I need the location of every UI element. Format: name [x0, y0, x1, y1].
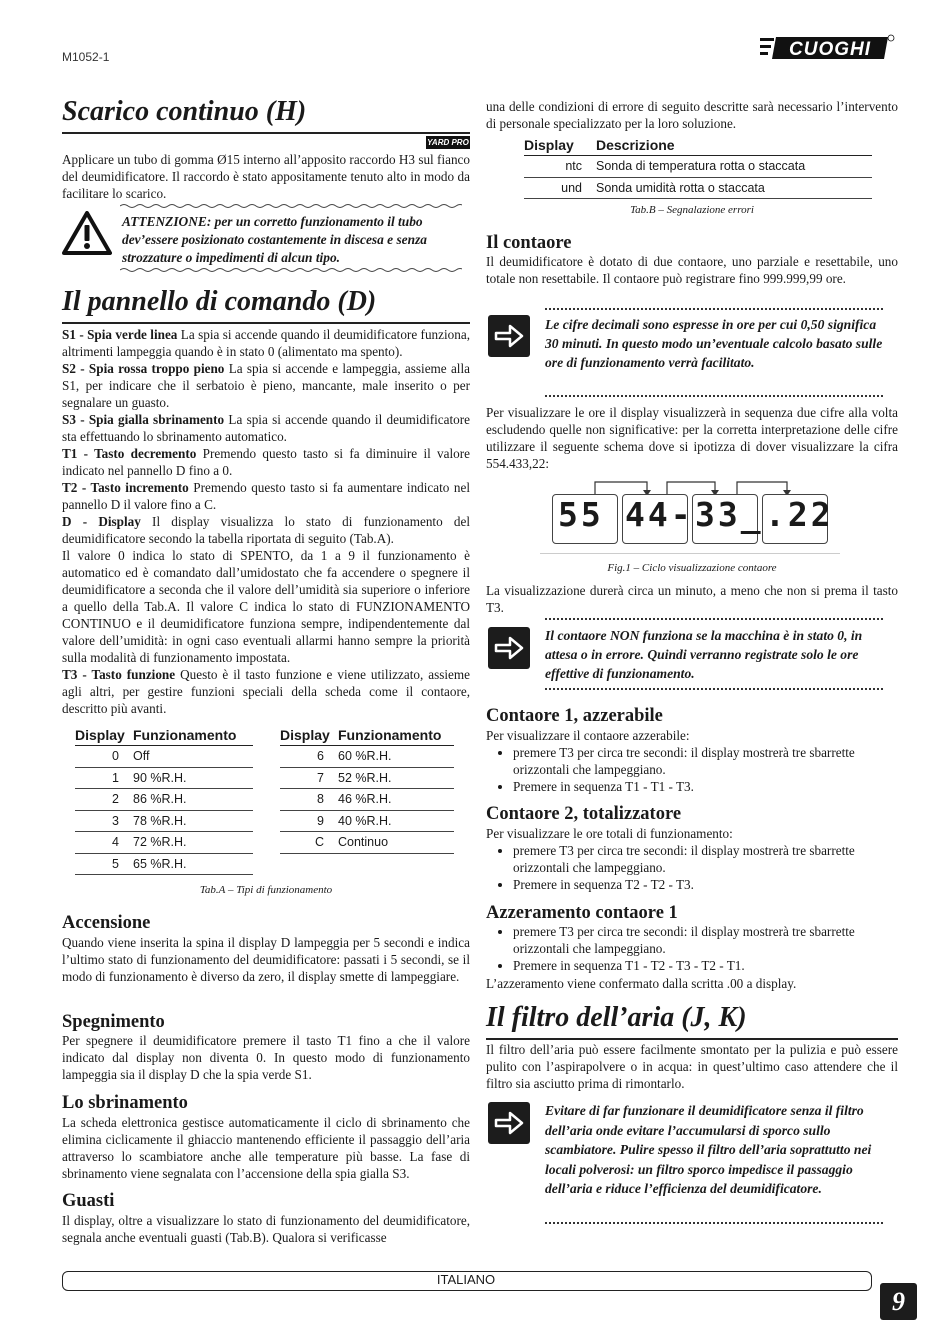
- pannello-item-label: D - Display: [62, 514, 141, 529]
- table-a-header-funz: Funzionamento: [338, 727, 454, 746]
- arrow-right-icon: [488, 315, 530, 357]
- pannello-item-text: Il valore 0 indica lo stato di SPENTO, da 1 a 9 il funzionamento è automatico ed è comandato dall’umidostato che fa accendere o spegnere il deumidificatore a seconda che il valore dell’umidità sia superiore o inferiore a quello della Tab.A. Il valore C indica lo stato di FUNZIONAMENTO CONTINUO e il deumidificatore funziona sempre, indipendentemente dal valore dell’umidità: in ogni caso eventuali allarmi hanno sempre la priorità sulla modalità di funzionamento impostata.: [62, 548, 470, 665]
- table-row: [75, 853, 253, 875]
- heading-sbrinamento: Lo sbrinamento: [62, 1093, 188, 1113]
- dotted-divider: [545, 1222, 883, 1224]
- pannello-item: [62, 513, 470, 547]
- pannello-item-text: La spia si accende quando il deumidificatore sta effettuando lo sbrinamento automatico.: [62, 412, 470, 444]
- cell-value: Sonda di temperatura rotta o staccata: [596, 156, 872, 178]
- table-row: [280, 746, 454, 768]
- heading-accensione: Accensione: [62, 913, 151, 933]
- heading-spegnimento: Spegnimento: [62, 1012, 165, 1032]
- document-code: M1052-1: [62, 50, 110, 64]
- page-number: 9: [880, 1283, 917, 1320]
- cell-value: 46 %R.H.: [338, 789, 454, 811]
- section-title-filtro: Il filtro dell’aria (J, K): [486, 1002, 898, 1034]
- pannello-item: [62, 479, 470, 513]
- contaore-2-steps: [486, 842, 898, 893]
- pannello-item: [62, 547, 470, 666]
- contaore-1-intro: Per visualizzare il contaore azzerabile:: [486, 728, 690, 743]
- cell-value: 52 %R.H.: [338, 767, 454, 789]
- pannello-item-label: T1 - Tasto decremento: [62, 446, 197, 461]
- table-row: [280, 789, 454, 811]
- cell-value: Sonda umidità rotta o staccata: [596, 177, 872, 199]
- heading-contaore-2: Contaore 2, totalizzatore: [486, 804, 682, 824]
- table-row: [75, 832, 253, 854]
- cell-value: Continuo: [338, 832, 454, 854]
- section-title-pannello: Il pannello di comando (D): [62, 286, 470, 318]
- pannello-item-text: La spia si accende quando il deumidificatore funziona, altrimenti lampeggia quando è in stato 0 (alimentato ma spento).: [62, 327, 470, 359]
- table-a-right: [280, 727, 454, 854]
- list-item: • Premere in sequenza T1 - T1 - T3.: [513, 778, 898, 795]
- cell-display: 8: [280, 789, 338, 811]
- list-item: • Premere in sequenza T1 - T2 - T3 - T2 - T1.: [513, 957, 898, 974]
- pannello-description: [62, 326, 470, 717]
- dotted-divider: [545, 308, 883, 310]
- table-a-header-funz: Funzionamento: [133, 727, 253, 746]
- accensione-text: Quando viene inserita la spina il display D lampeggia per 5 secondi e indica l’ultimo stato di funzionamento del deumidificatore: passati i 5 secondi, se il modo di funzionamento è diverso da zero, il display smette di lampeggiare.: [62, 935, 470, 984]
- arrow-right-icon: [488, 627, 530, 669]
- list-item: • premere T3 per circa tre secondi: il display mostrerà tre sbarrette orizzontali che lampeggiano.: [513, 923, 898, 957]
- dotted-divider: [545, 395, 883, 397]
- figure-1-caption: Fig.1 – Ciclo visualizzazione contaore: [607, 562, 777, 574]
- sbrinamento-text: La scheda elettronica gestisce automaticamente il ciclo di sbrinamento che elimina ciclicamente il ghiaccio mantenendo efficiente il passaggio dell’aria attraverso lo scambiatore anche alle temperature più basse. La fase di sbrinamento viene segnalata con l’accensione della spia gialla S3.: [62, 1115, 470, 1181]
- wave-divider: [120, 203, 462, 209]
- cell-value: 86 %R.H.: [133, 789, 253, 811]
- table-row: [75, 810, 253, 832]
- guasti-text: Il display, oltre a visualizzare lo stato di funzionamento del deumidificatore, segnala anche eventuali guasti (Tab.B). Qualora si verificasse: [62, 1213, 470, 1245]
- pannello-item-text: Questo è il tasto funzione e viene utilizzato, assieme agli altri, per gestire funzioni speciali della scheda come il contaore, descritto più avanti.: [62, 667, 470, 716]
- pannello-item: [62, 411, 470, 445]
- contaore-2-intro: Per visualizzare le ore totali di funzionamento:: [486, 826, 733, 841]
- pannello-item-text: Premendo questo tasto si fa aumentare indicato nel pannello D il valore fino a C.: [62, 480, 470, 512]
- yard-pro-badge: YARD PRO: [427, 138, 469, 147]
- table-a-left: [75, 727, 253, 875]
- pannello-item: [62, 360, 470, 411]
- cell-value: 78 %R.H.: [133, 810, 253, 832]
- dotted-divider: [545, 688, 883, 690]
- cell-display: 0: [75, 746, 133, 768]
- cell-value: 90 %R.H.: [133, 767, 253, 789]
- heading-guasti: Guasti: [62, 1191, 115, 1211]
- heading-contaore-1: Contaore 1, azzerabile: [486, 706, 663, 726]
- wave-divider: [120, 267, 462, 273]
- azzeramento-outro: L’azzeramento viene confermato dalla scritta .00 a display.: [486, 976, 797, 991]
- table-row: [75, 789, 253, 811]
- filtro-note: Evitare di far funzionare il deumidificatore senza il filtro dell’aria onde evitare l’accumularsi di sporco sullo scambiatore. Pulire spesso il filtro dell’aria soprattutto nei locali polverosi: un filtro sporco impedisce il passaggio dell’aria e riduce l’efficienza del deumidificatore.: [545, 1103, 872, 1196]
- pannello-item-text: La spia si accende e lampeggia, assieme alla S1, per indicare che il serbatoio è pieno, mancante, male inserito o per segnalare un guasto.: [62, 361, 470, 410]
- pannello-item-label: S1 - Spia verde linea: [62, 327, 178, 342]
- contaore-note-2: Il contaore NON funziona se la macchina è in stato 0, in attesa o in errore. Quindi verranno registrate solo le ore effettive di funzionamento.: [545, 628, 863, 681]
- figure-divider: [540, 553, 840, 554]
- cell-value: Off: [133, 746, 253, 768]
- heading-azzeramento: Azzeramento contaore 1: [486, 903, 678, 923]
- pannello-item-text: Premendo questo tasto si fa diminuire il valore indicato nel pannello D fino a 0.: [62, 446, 470, 478]
- table-row: [75, 767, 253, 789]
- contaore-note-1: Le cifre decimali sono espresse in ore per cui 0,50 significa 30 minuti. In questo modo un’eventuale calcolo basato sulle ore di funzionamento verrà facilitato.: [545, 317, 883, 370]
- cell-display: 7: [280, 767, 338, 789]
- table-row: [280, 767, 454, 789]
- table-a-caption: Tab.A – Tipi di funzionamento: [199, 884, 333, 896]
- list-item: • premere T3 per circa tre secondi: il display mostrerà tre sbarrette orizzontali che lampeggiano.: [513, 842, 898, 876]
- cell-value: 65 %R.H.: [133, 853, 253, 875]
- pannello-item: [62, 666, 470, 717]
- table-b-caption: Tab.B – Segnalazione errori: [630, 204, 754, 216]
- azzeramento-steps: [486, 923, 898, 974]
- pannello-item: [62, 326, 470, 360]
- contaore-text: Il deumidificatore è dotato di due contaore, uno parziale e resettabile, uno totale non resettabile. Il contaore può registrare fino 999.999,99 ore.: [486, 254, 898, 286]
- section-title-scarico: Scarico continuo (H): [62, 96, 470, 128]
- filtro-text: Il filtro dell’aria può essere facilmente smontato per la pulizia e può essere pulito con l’aspirapolvere o in acqua: in quest’ultimo caso attendere che il filtro sia asciutto prima di rimontarlo.: [486, 1042, 898, 1091]
- table-row: [280, 810, 454, 832]
- warning-icon: [62, 211, 112, 255]
- table-a-header-display: Display: [280, 727, 338, 746]
- cell-display: 5: [75, 853, 133, 875]
- display-value-3: 33_: [695, 495, 764, 534]
- contaore-1-steps: [486, 744, 898, 795]
- cell-display: 4: [75, 832, 133, 854]
- pannello-item-text: Il display visualizza lo stato di funzionamento del deumidificatore secondo la tabella riportata di seguito (Tab.A).: [62, 514, 471, 546]
- pannello-item-label: T2 - Tasto incremento: [62, 480, 189, 495]
- table-row: [524, 156, 872, 178]
- cell-display: 3: [75, 810, 133, 832]
- cell-display: 1: [75, 767, 133, 789]
- display-value-1: 55: [558, 495, 604, 534]
- guasti-continuation: una delle condizioni di errore di seguito descritte sarà necessario l’intervento di personale specializzato per la loro soluzione.: [486, 99, 898, 131]
- cell-value: 72 %R.H.: [133, 832, 253, 854]
- cell-display: 9: [280, 810, 338, 832]
- contaore-text-2: Per visualizzare le ore il display visualizzerà in sequenza due cifre alla volta escludendo quelle non significative: per la corretta interpretazione delle cifre utilizzare il seguente schema dove si ipotizza di dover visualizzare la cifra 554.433,22:: [486, 405, 898, 471]
- cell-value: 40 %R.H.: [338, 810, 454, 832]
- pannello-item-label: S2 - Spia rossa troppo pieno: [62, 361, 225, 376]
- cell-display: und: [524, 177, 596, 199]
- scarico-text: Applicare un tubo di gomma Ø15 interno all’apposito raccordo H3 sul fianco del deumidificatore. Il raccordo è stato appositamente tenuto alto in modo da facilitare lo scarico.: [62, 152, 470, 201]
- spegnimento-text: Per spegnere il deumidificatore premere il tasto T1 fino a che il valore indicato dal display non diventa 0. In questo modo di funzionamento lampeggia sia il display D che la spia verde S1.: [62, 1033, 470, 1082]
- arrow-right-icon: [488, 1102, 530, 1144]
- brand-logo: [760, 33, 895, 63]
- heading-contaore: Il contaore: [486, 233, 572, 253]
- cell-value: 60 %R.H.: [338, 746, 454, 768]
- display-value-4: .22: [765, 495, 834, 534]
- cell-display: C: [280, 832, 338, 854]
- dotted-divider: [545, 618, 883, 620]
- table-b: [524, 137, 872, 199]
- warning-text: ATTENZIONE: per un corretto funzionamento il tubo dev’essere posizionato costantemente in discesa e senza strozzature o impedimenti di alcun tipo.: [122, 214, 427, 265]
- table-row: [524, 177, 872, 199]
- list-item: • premere T3 per circa tre secondi: il display mostrerà tre sbarrette orizzontali che lampeggiano.: [513, 744, 898, 778]
- contaore-text-3: La visualizzazione durerà circa un minuto, a meno che non si prema il tasto T3.: [486, 583, 898, 615]
- cell-display: ntc: [524, 156, 596, 178]
- brand-name: CUOGHI: [789, 39, 871, 60]
- table-b-header-desc: Descrizione: [596, 137, 872, 156]
- pannello-item: [62, 445, 470, 479]
- cell-display: 2: [75, 789, 133, 811]
- table-b-header-display: Display: [524, 137, 596, 156]
- table-row: [280, 832, 454, 854]
- list-item: • Premere in sequenza T2 - T2 - T3.: [513, 876, 898, 893]
- pannello-item-label: T3 - Tasto funzione: [62, 667, 176, 682]
- display-value-2: 44-: [625, 495, 694, 534]
- pannello-item-label: S3 - Spia gialla sbrinamento: [62, 412, 225, 427]
- table-a-header-display: Display: [75, 727, 133, 746]
- footer-language: ITALIANO: [436, 1272, 496, 1287]
- cell-display: 6: [280, 746, 338, 768]
- table-row: [75, 746, 253, 768]
